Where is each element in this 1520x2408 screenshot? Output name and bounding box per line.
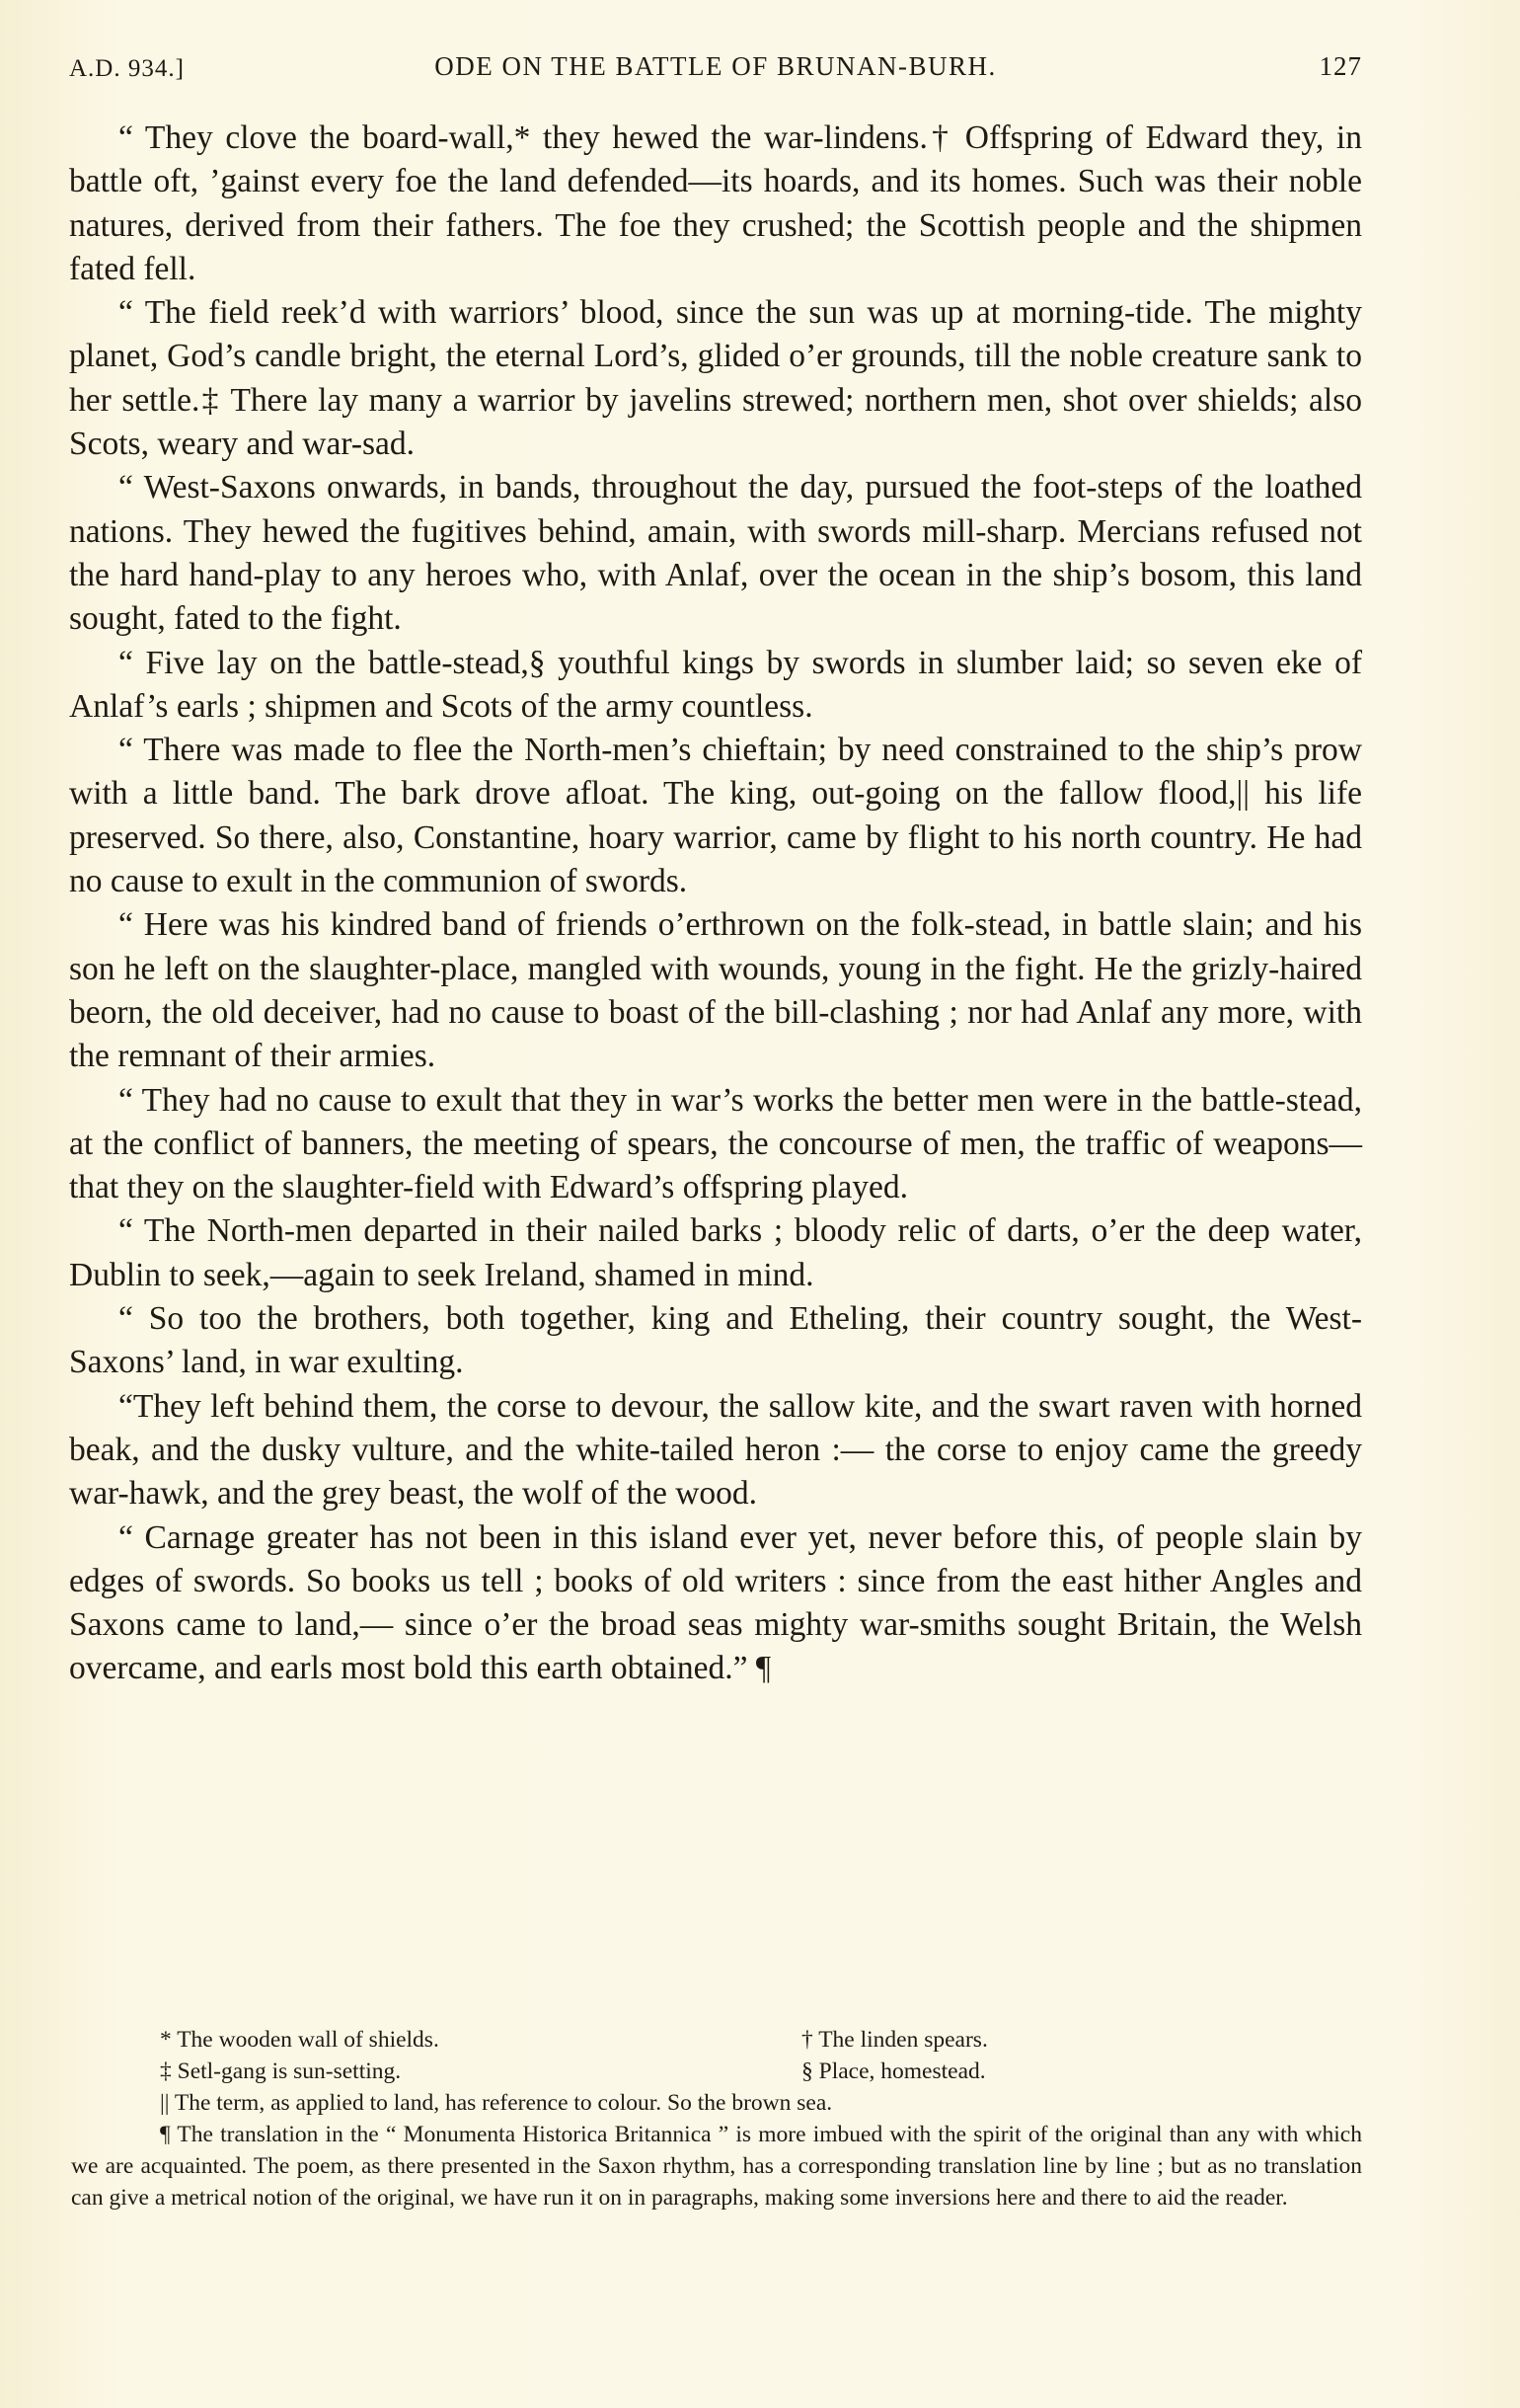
footnote-star: * The wooden wall of shields. bbox=[160, 2027, 439, 2053]
footnote-dagger: † The linden spears. bbox=[801, 2027, 988, 2053]
page-number: 127 bbox=[1319, 51, 1362, 81]
paragraph-10: “They left behind them, the corse to devour, the sallow kite, and the swart raven with horned beak, and the dusky vulture, and the white-tailed heron :— the corse to enjoy came the greedy war-hawk, and the grey beast, the wolf of the wood. bbox=[69, 1387, 1362, 1513]
running-head bbox=[69, 51, 1362, 91]
paragraph-1: “ They clove the board-wall,* they hewed the war-lindens.† Offspring of Edward they, in battle oft, ’gainst every foe the land defended—its hoards, and its homes. Such was their noble natures, derived from their fathers. The foe they crushed; the Scottish people and the shipmen fated fell. bbox=[69, 119, 1362, 287]
ode-text bbox=[69, 117, 1362, 1691]
footnote-pilcrow: ¶ The translation in the “ Monumenta Historica Britannica ” is more imbued with the spirit of the original than any with which we are acquainted. The poem, as there presented in the Saxon rhythm, has a corresponding translation line by line ; but as no translation can give a metrical notion of the original, we have run it on in paragraphs, making some inversions here and there to aid the reader. bbox=[71, 2122, 1362, 2211]
footnote-double-dagger: ‡ Setl-gang is sun-setting. bbox=[160, 2058, 402, 2084]
running-head-year: A.D. 934.] bbox=[69, 55, 185, 82]
paragraph-7: “ They had no cause to exult that they in war’s works the better men were in the battle-stead, at the conflict of banners, the meeting of spears, the concourse of men, the traffic of weapons—that they on the slaughter-field with Edward’s offspring played. bbox=[69, 1081, 1362, 1206]
footnote-section: § Place, homestead. bbox=[801, 2058, 986, 2084]
paragraph-3: “ West-Saxons onwards, in bands, throughout the day, pursued the foot-steps of the loathed nations. They hewed the fugitives behind, amain, with swords mill-sharp. Mercians refused not the hard hand-play to any heroes who, with Anlaf, over the ocean in the ship’s bosom, this land sought, fated to the fight. bbox=[69, 469, 1362, 638]
paragraph-2: “ The field reek’d with warriors’ blood, since the sun was up at morning-tide. The mighty planet, God’s candle bright, the eternal Lord’s, glided o’er grounds, till the noble creature sank to her settle.‡ There lay many a warrior by javelins strewed; northern men, shot over shields; also Scots, weary and war-sad. bbox=[69, 294, 1362, 463]
footnote-row-2 bbox=[71, 2056, 1362, 2087]
paragraph-4: “ Five lay on the battle-stead,§ youthful kings by swords in slumber laid; so seven eke of Anlaf’s earls ; shipmen and Scots of the army countless. bbox=[69, 644, 1362, 725]
paragraph-11: “ Carnage greater has not been in this island ever yet, never before this, of people slain by edges of swords. So books us tell ; books of old writers : since from the east hither Angles and Saxons came to land,— since o’er the broad seas mighty war-smiths sought Britain, the Welsh overcame, and earls most bold this earth obtained.” ¶ bbox=[69, 1518, 1362, 1687]
paragraph-8: “ The North-men departed in their nailed barks ; bloody relic of darts, o’er the deep water, Dublin to seek,—again to seek Ireland, shamed in mind. bbox=[69, 1212, 1362, 1293]
running-head-title: ODE ON THE BATTLE OF BRUNAN-BURH. bbox=[434, 51, 997, 81]
paragraph-9: “ So too the brothers, both together, king and Etheling, their country sought, the West-Saxons’ land, in war exulting. bbox=[69, 1300, 1362, 1381]
footnote-parallel: || The term, as applied to land, has reference to colour. So the brown sea. bbox=[160, 2090, 833, 2116]
footnote-row-1 bbox=[71, 2024, 1362, 2056]
paragraph-5: “ There was made to flee the North-men’s chieftain; by need constrained to the ship’s prow with a little band. The bark drove afloat. The king, out-going on the fallow flood,|| his life preserved. So there, also, Constantine, hoary warrior, came by flight to his north country. He had no cause to exult in the communion of swords. bbox=[69, 732, 1362, 900]
footnotes bbox=[71, 2024, 1362, 2214]
paragraph-6: “ Here was his kindred band of friends o’erthrown on the folk-stead, in battle slain; and his son he left on the slaughter-place, mangled with wounds, young in the fight. He the grizly-haired beorn, the old deceiver, had no cause to boast of the bill-clashing ; nor had Anlaf any more, with the remnant of their armies. bbox=[69, 906, 1362, 1075]
